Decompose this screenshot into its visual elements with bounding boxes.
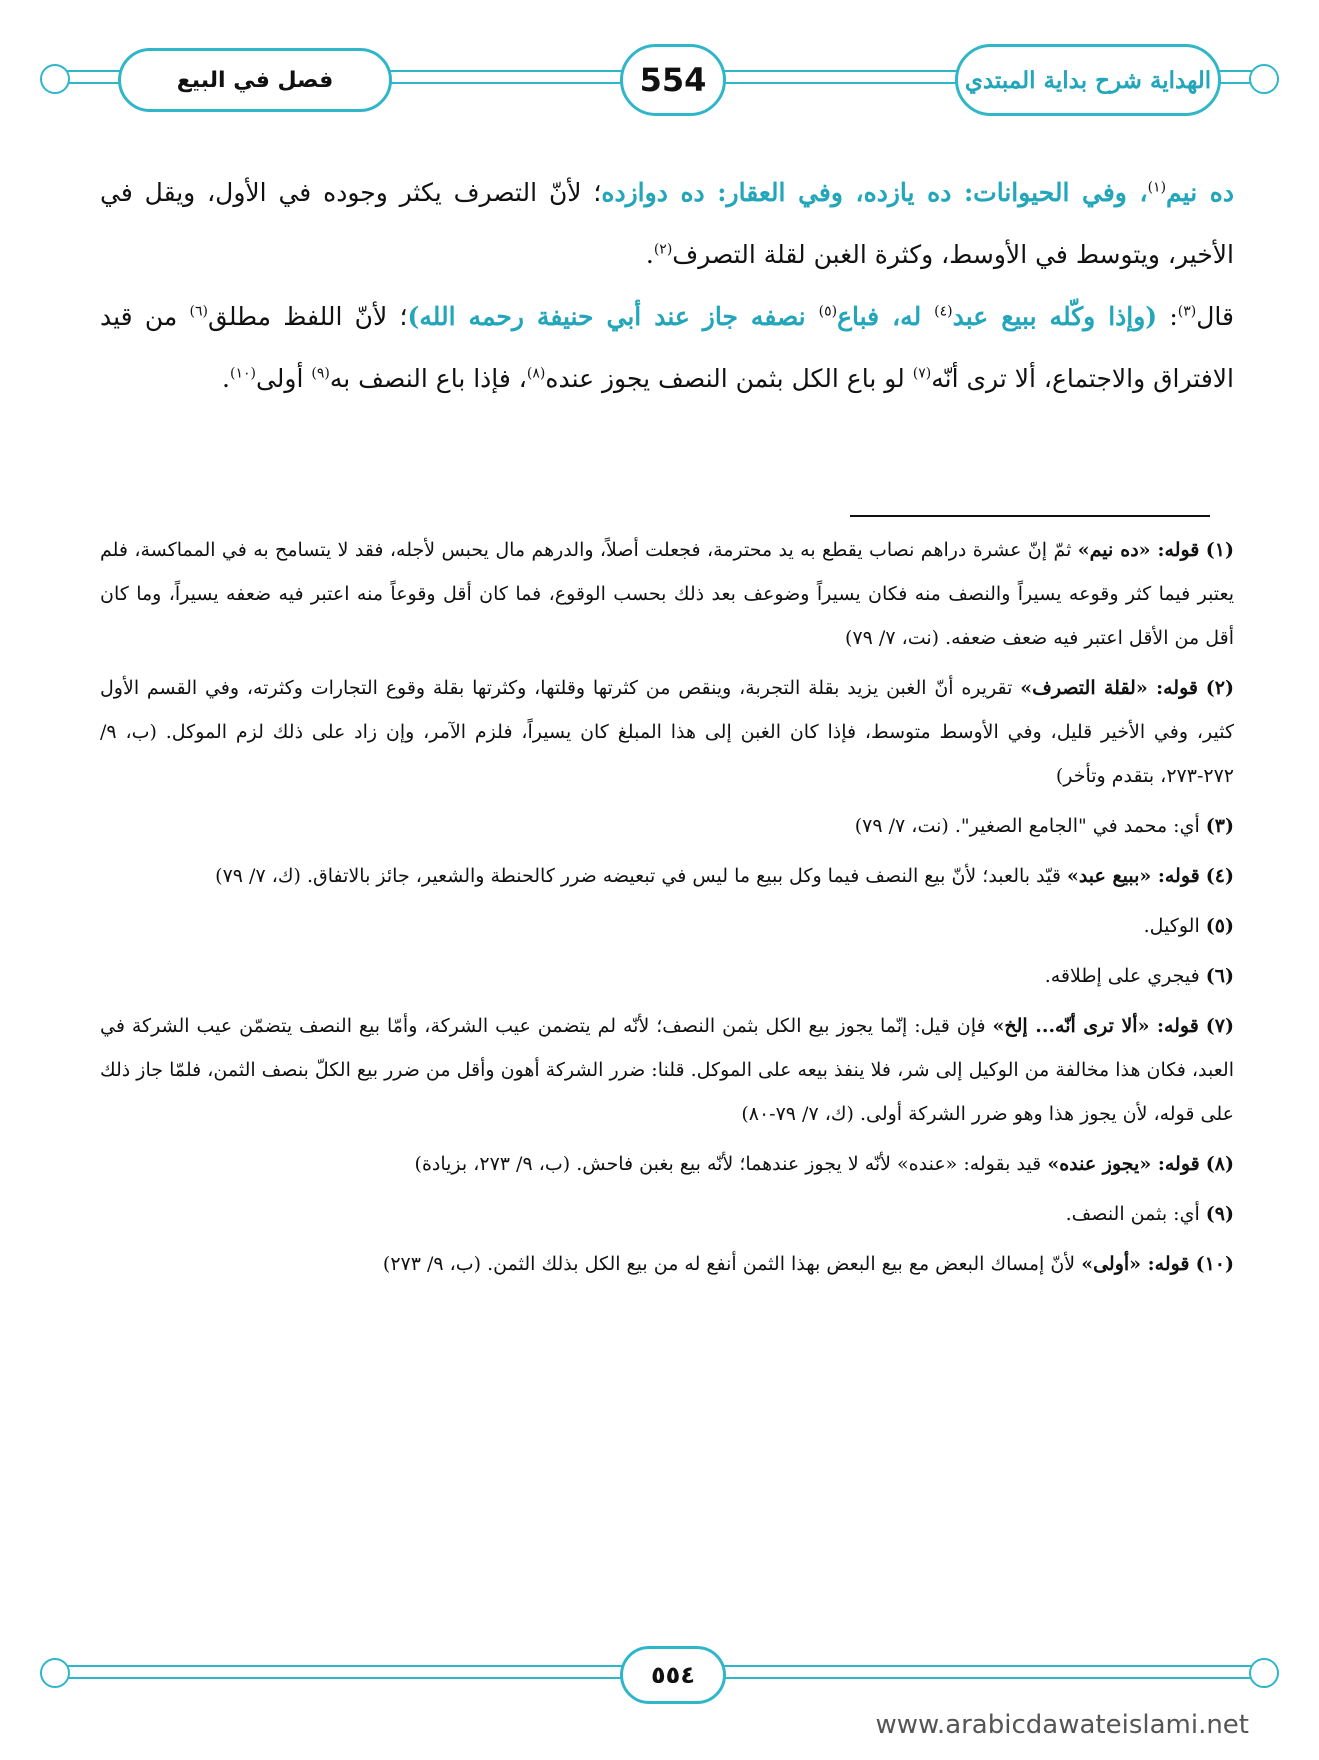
text-segment: من قيد الافتراق والاجتماع، ألا ترى أنّه	[100, 302, 1234, 393]
footnote-label: قوله: «ده نيم»	[1077, 539, 1200, 561]
footnote-number: (٥)	[1205, 915, 1234, 937]
footnote-text: قيد بقوله: «عنده» لأنّه لا يجوز عندهما؛ لأنّه بيع بغبن فاحش. (ب، ٩/ ٢٧٣، بزيادة)	[414, 1153, 1048, 1175]
footnote	[100, 1192, 1234, 1236]
website-url: www.arabicdawateislami.net	[875, 1710, 1249, 1740]
footnote-number: (٧)	[1205, 1015, 1234, 1037]
footnote-label: قوله: «لقلة التصرف»	[1020, 677, 1198, 699]
footer-ornament-left	[40, 1658, 70, 1688]
footnote	[100, 528, 1234, 660]
footnote-text: تقريره أنّ الغبن يزيد بقلة التجربة، وينقص من كثرتها وقلتها، وكثرتها بقلة وقوع التجارات وكثرته، وفي القسم الأول كثير، وفي الأخير قليل، وفي الأوسط متوسط، فإذا كان الغبن إلى هذا المبلغ كان يسيراً، فلزم الآمر، وإن زاد على ذلك لزم الموكل. (ب، ٩/ ٢٧٢-٢٧٣، بتقدم وتأخر)	[100, 677, 1234, 787]
header-ornament-left	[40, 64, 70, 94]
footnote-text: أي: محمد في "الجامع الصغير". (نت، ٧/ ٧٩)	[854, 815, 1200, 837]
text-segment: ، وفي الحيوانات: ده يازده، وفي العقار: ده دوازده	[601, 178, 1148, 207]
footnote	[100, 666, 1234, 798]
footnote-number: (١)	[1205, 539, 1234, 561]
footer-ornament-right	[1249, 1658, 1279, 1688]
footnote-label: قوله: «ألا ترى أنّه... إلخ»	[992, 1015, 1199, 1037]
footnote-label: قوله: «يجوز عنده»	[1047, 1153, 1200, 1175]
text-segment: ده نيم	[1166, 178, 1235, 207]
footnote	[100, 954, 1234, 998]
footnote-ref[interactable]: (٥)	[818, 303, 838, 320]
text-segment: .	[222, 364, 230, 393]
footnote-divider	[850, 515, 1210, 517]
footnote-text: لأنّ إمساك البعض مع بيع البعض بهذا الثمن أنفع له من بيع الكل بذلك الثمن. (ب، ٩/ ٢٧٣)	[382, 1253, 1082, 1275]
text-segment: .	[645, 240, 654, 269]
footnote-label: قوله: «ببيع عبد»	[1066, 865, 1200, 887]
footnote-number: (٤)	[1205, 865, 1234, 887]
footnote	[100, 1004, 1234, 1136]
text-segment: ؛ لأنّ اللفظ مطلق	[207, 302, 408, 331]
text-segment: ، فإذا باع النصف به	[329, 364, 527, 393]
footnote	[100, 904, 1234, 948]
footnote-text: قيّد بالعبد؛ لأنّ بيع النصف فيما وكل ببيع ما ليس في تبعيضه ضرر كالحنطة والشعير، جائز بالاتفاق. (ك، ٧/ ٧٩)	[215, 865, 1067, 887]
footnote-number: (٣)	[1205, 815, 1234, 837]
text-segment: نصفه جاز عند أبي حنيفة رحمه الله)	[407, 302, 819, 331]
text-segment: له، فباع	[837, 302, 935, 331]
footnote	[100, 1242, 1234, 1286]
footnote-text: أي: بثمن النصف.	[1065, 1203, 1200, 1225]
text-segment: لو باع الكل بثمن النصف يجوز عنده	[545, 364, 913, 393]
text-segment: قال	[1196, 302, 1234, 331]
footnote-ref[interactable]: (٤)	[934, 303, 953, 320]
footnote	[100, 1142, 1234, 1186]
paragraph-2	[100, 286, 1234, 410]
footnote-ref[interactable]: (٨)	[526, 365, 546, 382]
section-title: فصل في البيع	[118, 48, 392, 112]
footnotes	[100, 528, 1234, 1292]
footnote-number: (٢)	[1205, 677, 1235, 699]
footnote-number: (١٠)	[1195, 1253, 1234, 1275]
footnote-ref[interactable]: (١)	[1147, 179, 1167, 196]
footnote-ref[interactable]: (٩)	[311, 365, 330, 382]
footnote-ref[interactable]: (٣)	[1177, 303, 1197, 320]
main-text	[100, 162, 1234, 410]
footnote-ref[interactable]: (٦)	[189, 303, 208, 320]
footnote-text: الوكيل.	[1143, 915, 1200, 937]
footnote-text: فيجري على إطلاقه.	[1044, 965, 1200, 987]
footnote-text: ثمّ إنّ عشرة دراهم نصاب يقطع به يد محترمة، فجعلت أصلاً، والدرهم مال يحبس لأجله، فقد لا يتسامح به في المماكسة، فلم يعتبر فيما كثر وقوعه يسيراً والنصف منه فكان يسيراً وضوعف بعد ذلك بحسب الوقوع، فما كان أقل وقوعاً منه اعتبر فيه ضعفه يسيراً، وما كان أقل من الأقل اعتبر فيه ضعف ضعفه. (نت، ٧/ ٧٩)	[100, 539, 1234, 649]
page-number: 554	[620, 44, 726, 116]
footnote-text: فإن قيل: إنّما يجوز بيع الكل بثمن النصف؛ لأنّه لم يتضمن عيب الشركة، وأمّا بيع النصف يتضمّن عيب الشركة في العبد، فكان هذا مخالفة من الوكيل إلى شر، فلا ينفذ بيعه على الموكل. قلنا: ضرر الشركة أهون وأقل من ضرر بيع الكلّ بنصف الثمن، فلمّا جاز ذلك على قوله، لأن يجوز هذا وهو ضرر الشركة أولى. (ك، ٧/ ٧٩-٨٠)	[100, 1015, 1234, 1125]
text-segment: أولى	[255, 364, 312, 393]
text-segment: :	[1157, 302, 1178, 331]
text-segment: ؛ لأنّ التصرف يكثر وجوده في الأول، ويقل في الأخير، ويتوسط في الأوسط، وكثرة الغبن لقلة التصرف	[100, 178, 1234, 269]
footnote-number: (٦)	[1205, 965, 1234, 987]
footnote-number: (٨)	[1205, 1153, 1234, 1175]
book-title: الهداية شرح بداية المبتدي	[955, 44, 1221, 116]
paragraph-1	[100, 162, 1234, 286]
header-ornament-right	[1249, 64, 1279, 94]
footnote-ref[interactable]: (١٠)	[229, 365, 256, 382]
footnote-number: (٩)	[1205, 1203, 1234, 1225]
footnote-label: قوله: «أولى»	[1081, 1253, 1190, 1275]
footnote	[100, 804, 1234, 848]
footnote-ref[interactable]: (٧)	[912, 365, 932, 382]
footnote-ref[interactable]: (٢)	[653, 241, 673, 258]
text-segment: (وإذا وكّله ببيع عبد	[952, 302, 1158, 331]
footnote	[100, 854, 1234, 898]
footer-page-number: ٥٥٤	[620, 1646, 726, 1704]
